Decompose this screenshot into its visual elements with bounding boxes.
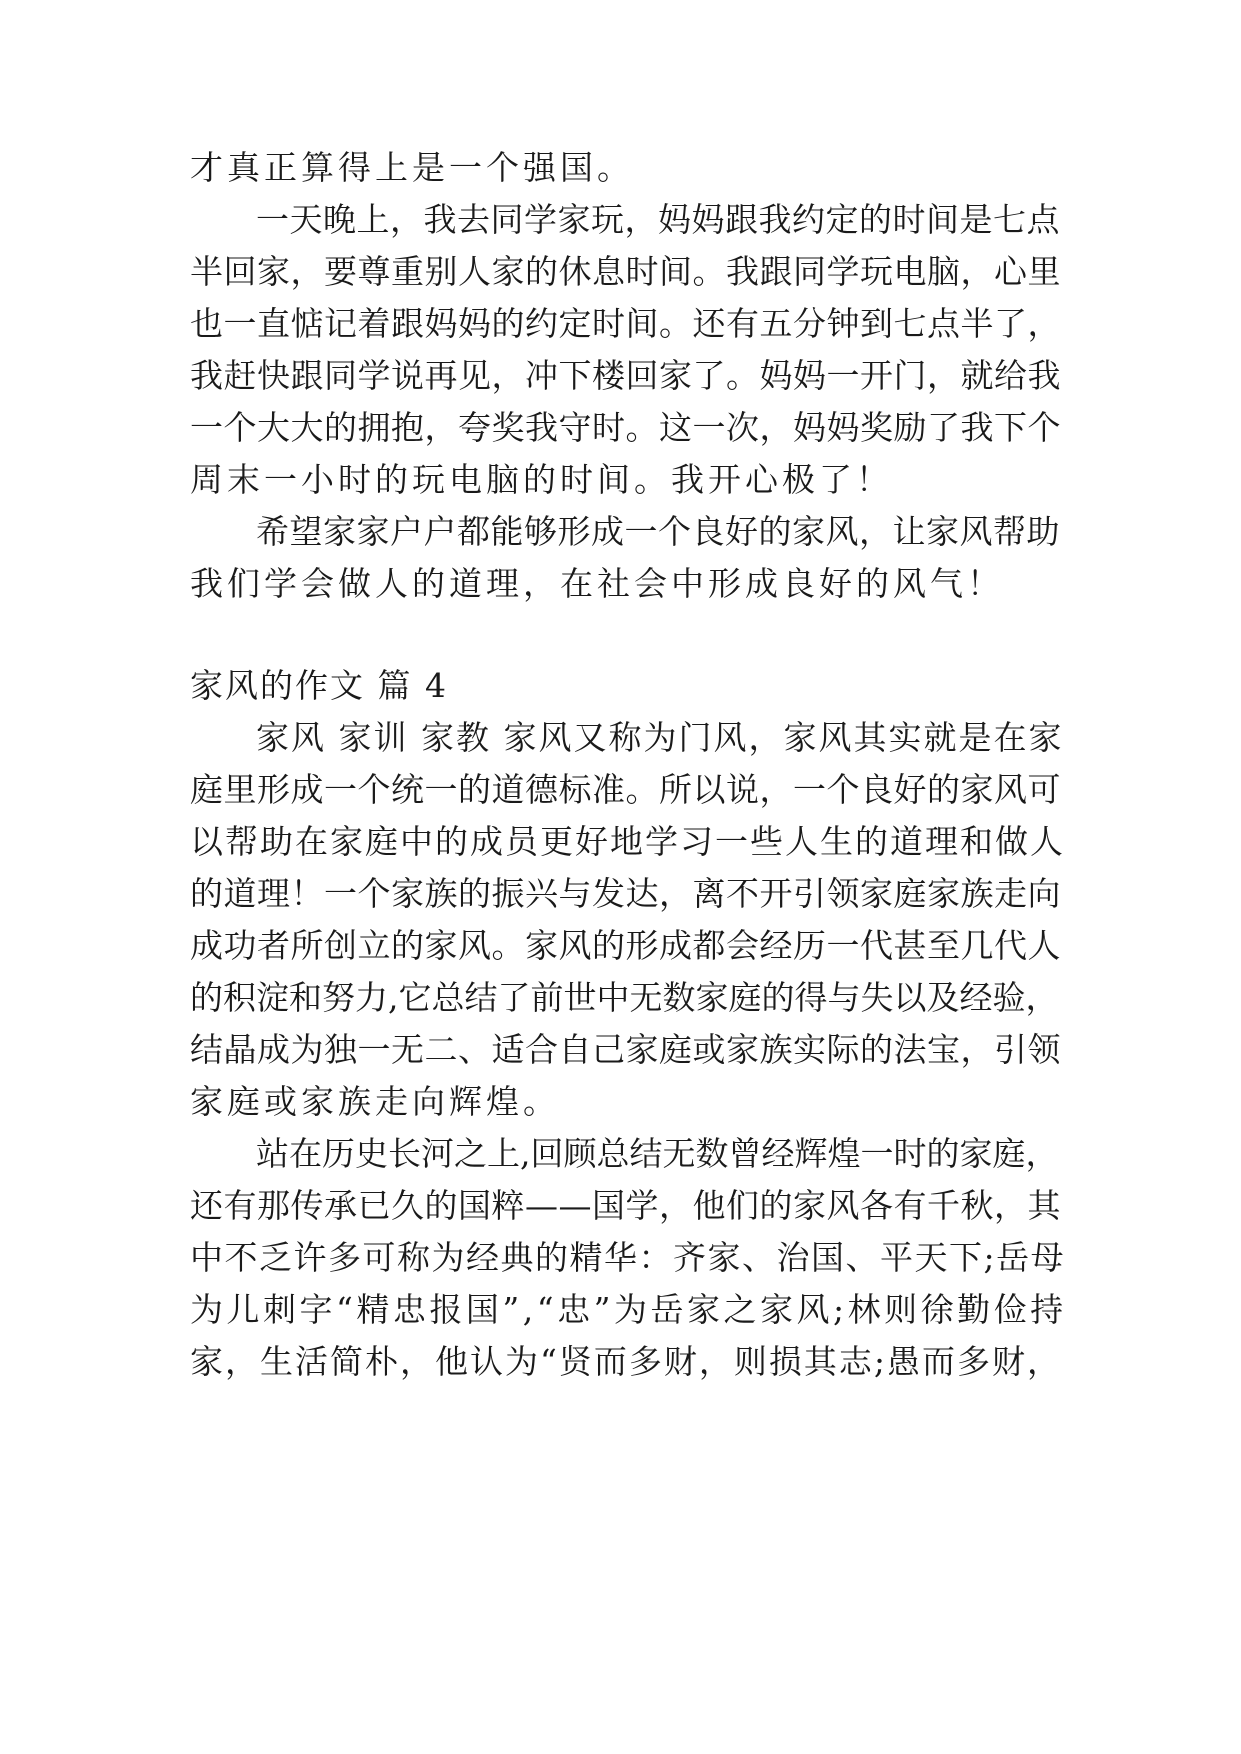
text-line: 还有那传承已久的国粹——国学，他们的家风各有千秋，其 — [190, 1186, 1061, 1225]
text-line: 家，生活简朴，他认为“贤而多财，则损其志;愚而多财， — [190, 1342, 1062, 1381]
text-line: 家庭或家族走向辉煌。 — [190, 1082, 560, 1121]
text-line: 也一直惦记着跟妈妈的约定时间。还有五分钟到七点半了， — [190, 304, 1061, 343]
paragraph-start-line: 站在历史长河之上,回顾总结无数曾经辉煌一时的家庭， — [256, 1134, 1059, 1173]
paragraph-start-line: 家风 家训 家教 家风又称为门风，家风其实就是在家 — [256, 718, 1064, 757]
text-line: 结晶成为独一无二、适合自己家庭或家族实际的法宝，引领 — [190, 1030, 1061, 1069]
paragraph-start-line: 一天晚上，我去同学家玩，妈妈跟我约定的时间是七点 — [256, 200, 1060, 239]
text-line: 中不乏许多可称为经典的精华：齐家、治国、平天下;岳母 — [190, 1238, 1066, 1277]
text-line: 半回家，要尊重别人家的休息时间。我跟同学玩电脑，心里 — [190, 252, 1061, 291]
text-line: 周末一小时的玩电脑的时间。我开心极了！ — [190, 460, 893, 499]
text-line: 庭里形成一个统一的道德标准。所以说，一个良好的家风可 — [190, 770, 1061, 809]
text-line: 的积淀和努力,它总结了前世中无数家庭的得与失以及经验， — [190, 978, 1059, 1017]
text-line: 的道理！一个家族的振兴与发达，离不开引领家庭家族走向 — [190, 874, 1061, 913]
text-line: 成功者所创立的家风。家风的形成都会经历一代甚至几代人 — [190, 926, 1061, 965]
text-line: 我赶快跟同学说再见，冲下楼回家了。妈妈一开门，就给我 — [190, 356, 1061, 395]
text-line: 为儿刺字“精忠报国”,“忠”为岳家之家风;林则徐勤俭持 — [190, 1290, 1067, 1329]
text-line: 一个大大的拥抱，夸奖我守时。这一次，妈妈奖励了我下个 — [190, 408, 1061, 447]
section-heading: 家风的作文 篇 4 — [190, 666, 448, 705]
text-line: 我们学会做人的道理，在社会中形成良好的风气！ — [190, 564, 1004, 603]
text-line: 才真正算得上是一个强国。 — [190, 148, 634, 187]
text-line: 以帮助在家庭中的成员更好地学习一些人生的道理和做人 — [190, 822, 1065, 861]
paragraph-start-line: 希望家家户户都能够形成一个良好的家风，让家风帮助 — [256, 512, 1060, 551]
